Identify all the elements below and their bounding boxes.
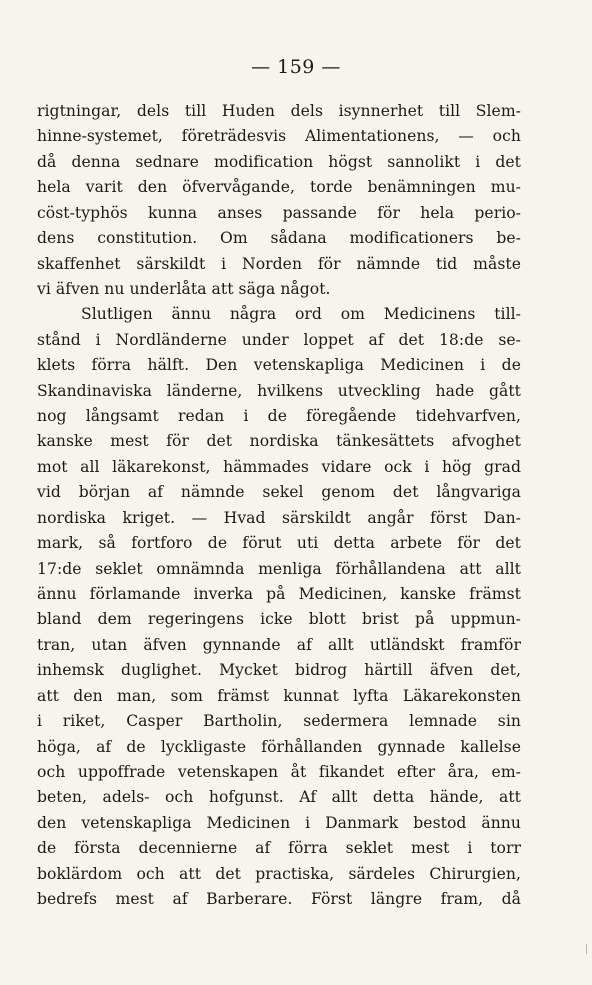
text-line: vi äfven nu underlåta att säga något. <box>37 279 331 298</box>
text-line: dens constitution. Om sådana modificationers be- <box>37 229 521 248</box>
text-line: vid början af nämnde sekel genom det långvariga <box>37 483 521 502</box>
text-line: hinne-systemet, företrädesvis Alimentationens, — och <box>37 127 521 146</box>
text-line: bland dem regeringens icke blott brist på uppmun- <box>37 610 521 629</box>
text-line: ännu förlamande inverka på Medicinen, kanske främst <box>37 585 521 604</box>
text-line: cöst-typhös kunna anses passande för hela perio- <box>37 203 521 222</box>
text-line: Skandinaviska länderne, hvilkens utveckling hade gått <box>37 381 521 400</box>
text-line: då denna sednare modification högst sannolikt i det <box>37 152 521 171</box>
text-line: hela varit den öfvervågande, torde benämningen mu- <box>37 178 521 197</box>
text-line: i riket, Casper Bartholin, sedermera lemnade sin <box>37 712 521 731</box>
text-line: mot all läkarekonst, hämmades vidare ock i hög grad <box>37 457 521 476</box>
text-line: nog långsamt redan i de föregående tidehvarfven, <box>37 407 521 426</box>
text-line: stånd i Nordländerne under loppet af det 18:de se- <box>37 330 521 349</box>
text-line: boklärdom och att det practiska, särdeles Chirurgien, <box>37 864 521 883</box>
text-line: inhemsk duglighet. Mycket bidrog härtill äfven det, <box>37 661 521 680</box>
text-line: skaffenhet särskildt i Norden för nämnde tid måste <box>37 254 521 273</box>
page-edge-mark <box>586 944 590 954</box>
text-line: Slutligen ännu några ord om Medicinens till- <box>81 305 521 324</box>
text-line: att den man, som främst kunnat lyfta Läkarekonsten <box>37 686 521 705</box>
text-line: mark, så fortforo de förut uti detta arbete för det <box>37 534 521 553</box>
page-number: — 159 — <box>251 56 341 78</box>
text-line: bedrefs mest af Barberare. Först längre fram, då <box>37 890 521 909</box>
text-line: klets förra hälft. Den vetenskapliga Medicinen i de <box>37 356 521 375</box>
text-line: den vetenskapliga Medicinen i Danmark bestod ännu <box>37 813 521 832</box>
text-line: och uppoffrade vetenskapen åt fikandet efter åra, em- <box>37 762 521 781</box>
text-line: de första decennierne af förra seklet mest i torr <box>37 839 521 858</box>
text-line: tran, utan äfven gynnande af allt utländskt framför <box>37 635 521 654</box>
text-line: beten, adels- och hofgunst. Af allt detta hände, att <box>37 788 521 807</box>
body-text <box>37 99 521 913</box>
text-line: kanske mest för det nordiska tänkesättets afvoghet <box>37 432 521 451</box>
text-line: 17:de seklet omnämnda menliga förhållandena att allt <box>37 559 521 578</box>
text-line: höga, af de lyckligaste förhållanden gynnade kallelse <box>37 737 521 756</box>
text-line: rigtningar, dels till Huden dels isynnerhet till Slem- <box>37 102 521 120</box>
text-line: nordiska kriget. — Hvad särskildt angår först Dan- <box>37 508 521 527</box>
